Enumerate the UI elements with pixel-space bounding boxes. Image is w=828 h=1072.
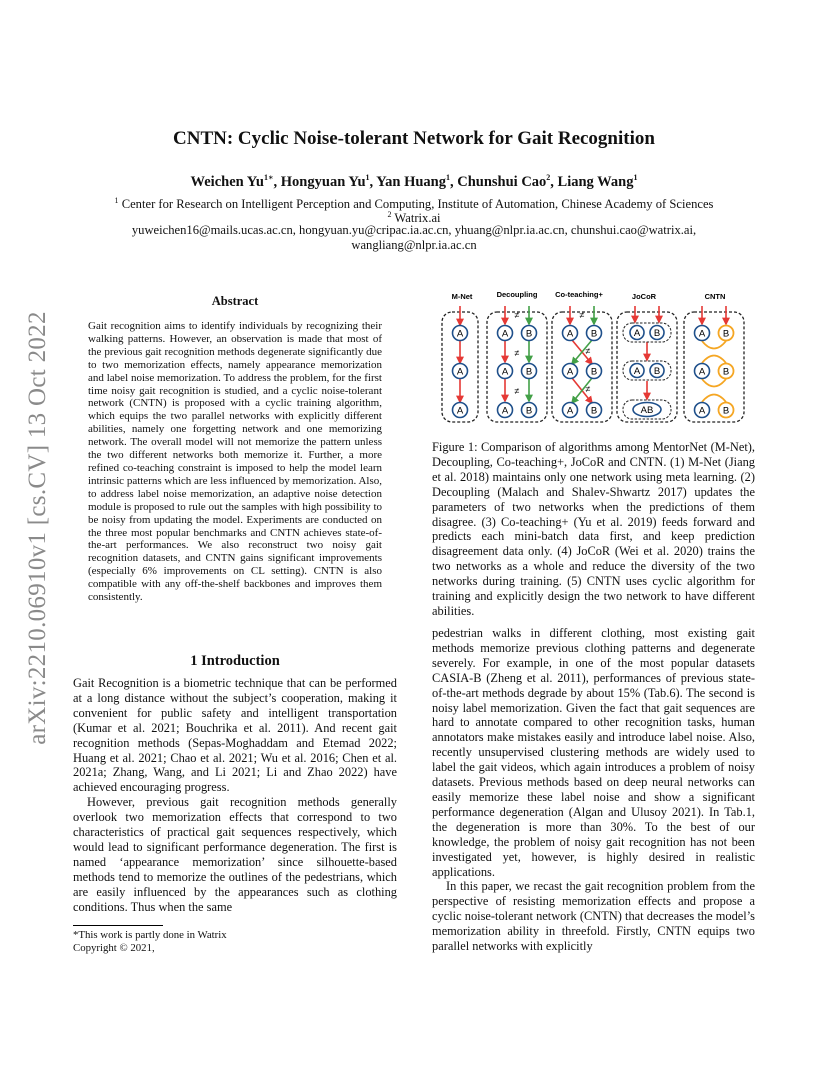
- mnet-node-label: A: [456, 366, 464, 378]
- abstract-text: Gait recognition aims to identify individuals by recognizing their walking patterns. However, an observation is made that most of the previous gait recognition methods degenerate significantly due to two memorization effects, namely appearance memorization and label noise memorization. To address the problem, for the first time noisy gait recognition is studied, and a cyclic noise-tolerant network (CNTN) is proposed with a cyclic training algorithm, which equips the two parallel networks with explicitly different abilities, namely one forgetting network and one memorizing network. The overall model will not memorize the pattern unless the two different networks both memorize it. Further, a more refined co-teaching constraint is imposed to help the model learn intrinsic patterns which are less influenced by memorization. Also, to address label noise memorization, an adaptive noise detection module is proposed to rule out the samples with high possibility to be noisy from updating the model. Experiments are conducted on the three most popular benchmarks and CNTN achieves state-of-the-art performances. We also reconstruct two noisy gait recognition datasets, and CNTN gains significant improvements (especially 6% improvements on CL setting). CNTN is also compatible with any off-the-shelf backbones and improves them consistently.: [88, 320, 382, 604]
- section-heading-introduction: 1 Introduction: [190, 653, 280, 669]
- arxiv-id-text: arXiv:2210.06910v1 [cs.CV] 13 Oct 2022: [24, 311, 51, 745]
- cntn-cycle-link: [702, 341, 726, 349]
- paragraph: Gait Recognition is a biometric technique that can be performed at a long distance without the subject’s cooperation, making it convenient for public safety and intelligent transportation (Kumar et al. 2021; Bouchrika et al. 2011). And recent gait recognition methods (Sepas-Moghaddam and Etemad 2022; Huang et al. 2021; Chao et al. 2021; Wu et al. 2016; Chen et al. 2021a; Zhang, Wang, and Li 2021; Li and Zhao 2022) have achieved encouraging progress.: [73, 676, 397, 795]
- node-label: A: [698, 328, 706, 340]
- node-label: A: [501, 366, 509, 378]
- figure-1-diagram: [430, 288, 755, 428]
- node-label: B: [722, 405, 730, 417]
- node-label: A: [566, 405, 574, 417]
- paragraph: pedestrian walks in different clothing, most existing gait methods memorize previous clothing patterns and degenerate severely. For example, in one of the most popular datasets CASIA-B (Zheng et al. 2011), performances of previous state-of-the-art methods degrade by about 15% (Tab.6). The second is noisy label memorization. Given the fact that gait sequences are hard to annotate compared to other recognition tasks, human annotators make mistakes easily and introduce label noise. Also, recently unsupervised clustering methods are widely used to label the gait videos, which again introduces a problem of noisy datasets. Previous methods based on deep neural networks can easily memorize these label noise and show a significant performance degeneration (Algan and Ulusoy 2021). In Tab.1, the degeneration is more than 30%. To the best of our knowledge, the problem of noisy gait recognition has not been investigated yet, however, is highly desired in realistic applications.: [432, 626, 755, 879]
- node-label: A: [501, 405, 509, 417]
- node-label: A: [566, 366, 574, 378]
- node-label: A: [633, 366, 641, 377]
- cntn-box: [684, 312, 744, 422]
- node-label: B: [590, 328, 598, 340]
- author: Weichen Yu: [190, 173, 264, 190]
- affil-text: Center for Research on Intelligent Perception and Computing, Institute of Automation, Chinese Academy of Sciences: [121, 197, 714, 212]
- paper-title: CNTN: Cyclic Noise-tolerant Network for Gait Recognition: [173, 128, 655, 149]
- mnet-node-label: A: [456, 328, 464, 340]
- node-label: B: [722, 328, 730, 340]
- decoupling-neq: ≠: [514, 348, 520, 358]
- author-list: Weichen $Yu^{1∗}$, Hongyuan Yu$^1$, Yan Huang$^1$, Chunshui Cao$^2$, Liang Wang$^1$: [190, 173, 638, 190]
- author-affil-sup: 1: [365, 173, 370, 182]
- coteaching-neq: ≠: [585, 384, 591, 394]
- author-affil-sup: 1: [633, 173, 638, 182]
- figure-label-jocor: JoCoR: [631, 292, 657, 301]
- decoupling-box: [487, 312, 547, 422]
- affil-text: Watrix.ai: [394, 211, 441, 226]
- affil-sup: 1: [114, 196, 119, 205]
- mnet-node-label: A: [456, 405, 464, 417]
- figure-label-mnet: M-Net: [451, 292, 473, 301]
- emails-line-2: wangliang@nlpr.ia.ac.cn: [351, 238, 477, 252]
- node-label: A: [501, 328, 509, 340]
- figure-label-decoupling: Decoupling: [496, 290, 538, 299]
- coteaching-neq: ≠: [585, 346, 591, 356]
- node-label: B: [653, 366, 661, 377]
- author: Yan Huang: [376, 173, 446, 190]
- author: Hongyuan Yu: [280, 173, 366, 190]
- node-label: B: [525, 328, 533, 340]
- figure-label-coteaching: Co-teaching+: [555, 290, 603, 299]
- paragraph: In this paper, we recast the gait recognition problem from the perspective of resisting memorization effects and propose a cyclic noise-tolerant network (CNTN) that decreases the model’s memorization ability in threefold. Firstly, CNTN equips two parallel networks with explicitly: [432, 879, 755, 954]
- author-affil-sup: 1∗: [264, 173, 274, 182]
- affil-sup: 2: [387, 210, 392, 219]
- coteaching-box: [552, 312, 612, 422]
- node-label: AB: [640, 405, 654, 416]
- node-label: A: [698, 366, 706, 378]
- node-label: B: [525, 366, 533, 378]
- author: Liang Wang: [557, 173, 634, 190]
- author-affil-sup: 2: [546, 173, 551, 182]
- author: Chunshui Cao: [457, 173, 547, 190]
- introduction-text-left: [73, 676, 397, 915]
- footnote: [73, 929, 397, 954]
- cntn-cycle-link: [702, 356, 726, 364]
- node-label: A: [633, 328, 641, 339]
- cntn-cycle-link: [702, 395, 726, 403]
- cntn-cycle-link: [702, 379, 726, 387]
- node-label: A: [566, 328, 574, 340]
- node-label: B: [590, 405, 598, 417]
- introduction-text-right: [432, 626, 755, 954]
- decoupling-neq: ≠: [514, 386, 520, 396]
- node-label: B: [653, 328, 661, 339]
- node-label: B: [590, 366, 598, 378]
- copyright-text: Copyright © 2021,: [73, 941, 155, 954]
- emails-line-1: yuweichen16@mails.ucas.ac.cn, hongyuan.yu@cripac.ia.ac.cn, yhuang@nlpr.ia.ac.cn, chunshui.cao@watrix.ai,: [131, 223, 697, 237]
- node-label: B: [525, 405, 533, 417]
- abstract-heading: Abstract: [211, 294, 259, 308]
- footnote-rule: [73, 925, 163, 926]
- arxiv-identifier: [16, 288, 60, 768]
- figure-label-cntn: CNTN: [704, 292, 726, 301]
- node-label: B: [722, 366, 730, 378]
- author-affil-sup: 1: [445, 173, 450, 182]
- paragraph: However, previous gait recognition methods generally overlook two memorization effects that correspond to two characteristics of practical gait sequences respectively, which would lead to significant performance degeneration. The first is named ‘appearance memorization’ since silhouette-based methods tend to memorize the outlines of the pedestrians, which are easily influenced by the appearances such as clothing conditions. Thus when the same: [73, 795, 397, 914]
- figure-1-caption: Figure 1: Comparison of algorithms among MentorNet (M-Net), Decoupling, Co-teaching+, JoCoR and CNTN. (1) M-Net (Jiang et al. 2018) maintains only one network using meta learning. (2) Decoupling (Malach and Shalev-Shwartz 2017) updates the parameters of two networks when the predictions of them disagree. (3) Co-teaching+ (Yu et al. 2019) feeds forward and predicts each mini-batch data first, and keep prediction disagreement data only. (4) JoCoR (Wei et al. 2020) trains the two networks as a whole and reduce the diversity of the two networks during training. (5) CNTN uses cyclic algorithm for training and explicitly design the two network to have different abilities.: [432, 440, 755, 618]
- decoupling-neq: ≠: [514, 310, 520, 320]
- node-label: A: [698, 405, 706, 417]
- footnote-text: *This work is partly done in Watrix: [73, 929, 227, 941]
- coteaching-neq: ≠: [579, 310, 585, 320]
